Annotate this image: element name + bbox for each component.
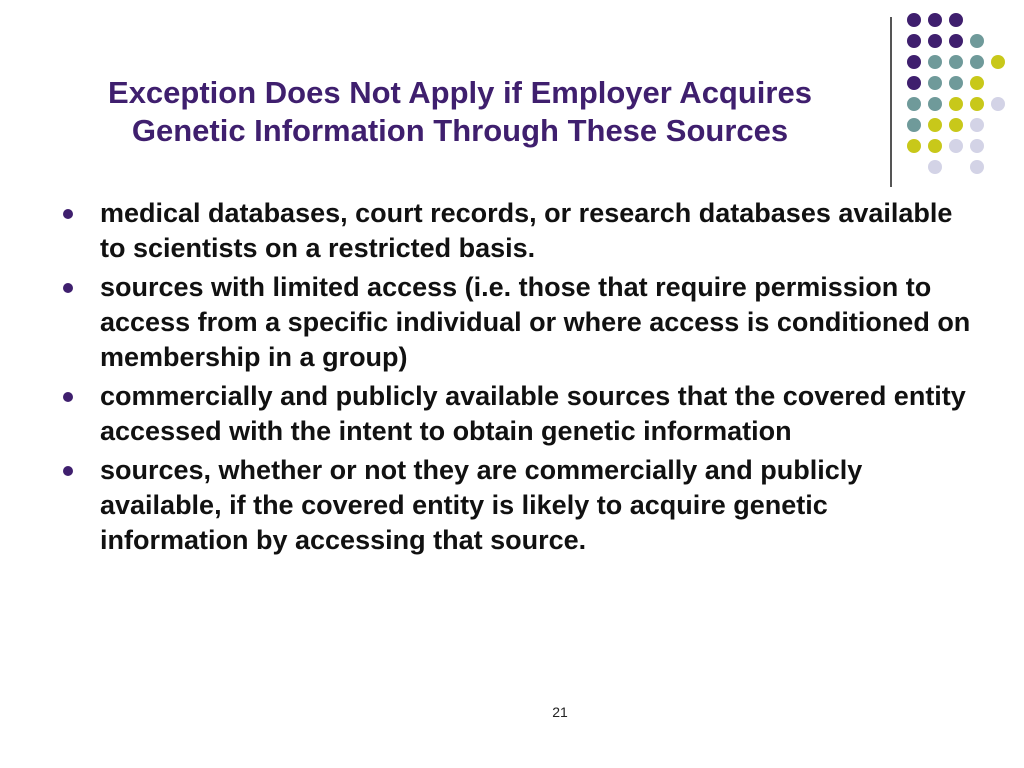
bullet-dot-icon [63, 466, 73, 476]
teal-dot-icon [949, 76, 963, 90]
teal-dot-icon [928, 76, 942, 90]
bullet-text: sources, whether or not they are commercially and publicly available, if the covered entity is likely to acquire genetic information by accessing that source. [100, 455, 863, 555]
lavender-dot-icon [970, 118, 984, 132]
teal-dot-icon [970, 34, 984, 48]
bullet-text: medical databases, court records, or research databases available to scientists on a restricted basis. [100, 198, 953, 263]
slide-title-line-2: Genetic Information Through These Sources [131, 113, 789, 148]
teal-dot-icon [907, 118, 921, 132]
lavender-dot-icon [928, 160, 942, 174]
olive-dot-icon [928, 118, 942, 132]
bullet-dot-icon [63, 392, 73, 402]
teal-dot-icon [907, 97, 921, 111]
lavender-dot-icon [970, 139, 984, 153]
purple-dot-icon [907, 55, 921, 69]
slide-title-line-1: Exception Does Not Apply if Employer Acquires [108, 75, 812, 110]
bullet-item [60, 453, 980, 558]
purple-dot-icon [907, 13, 921, 27]
olive-dot-icon [991, 55, 1005, 69]
olive-dot-icon [970, 76, 984, 90]
bullet-item [60, 270, 980, 375]
olive-dot-icon [907, 139, 921, 153]
bullet-list [60, 196, 980, 562]
teal-dot-icon [928, 97, 942, 111]
purple-dot-icon [949, 34, 963, 48]
bullet-text: commercially and publicly available sources that the covered entity accessed with the intent to obtain genetic information [100, 381, 966, 446]
bullet-item [60, 379, 980, 449]
lavender-dot-icon [991, 97, 1005, 111]
teal-dot-icon [928, 55, 942, 69]
teal-dot-icon [949, 55, 963, 69]
olive-dot-icon [970, 97, 984, 111]
purple-dot-icon [907, 34, 921, 48]
purple-dot-icon [928, 34, 942, 48]
purple-dot-icon [907, 76, 921, 90]
teal-dot-icon [970, 55, 984, 69]
purple-dot-icon [928, 13, 942, 27]
olive-dot-icon [928, 139, 942, 153]
olive-dot-icon [949, 97, 963, 111]
slide-title [60, 74, 860, 150]
bullet-dot-icon [63, 283, 73, 293]
decorative-dot-grid [907, 13, 1017, 163]
bullet-item [60, 196, 980, 266]
vertical-divider [890, 17, 892, 187]
page-number: 21 [552, 704, 568, 720]
bullet-dot-icon [63, 209, 73, 219]
purple-dot-icon [949, 13, 963, 27]
lavender-dot-icon [970, 160, 984, 174]
lavender-dot-icon [949, 139, 963, 153]
olive-dot-icon [949, 118, 963, 132]
bullet-text: sources with limited access (i.e. those that require permission to access from a specific individual or where access is conditioned on membership in a group) [100, 272, 971, 372]
